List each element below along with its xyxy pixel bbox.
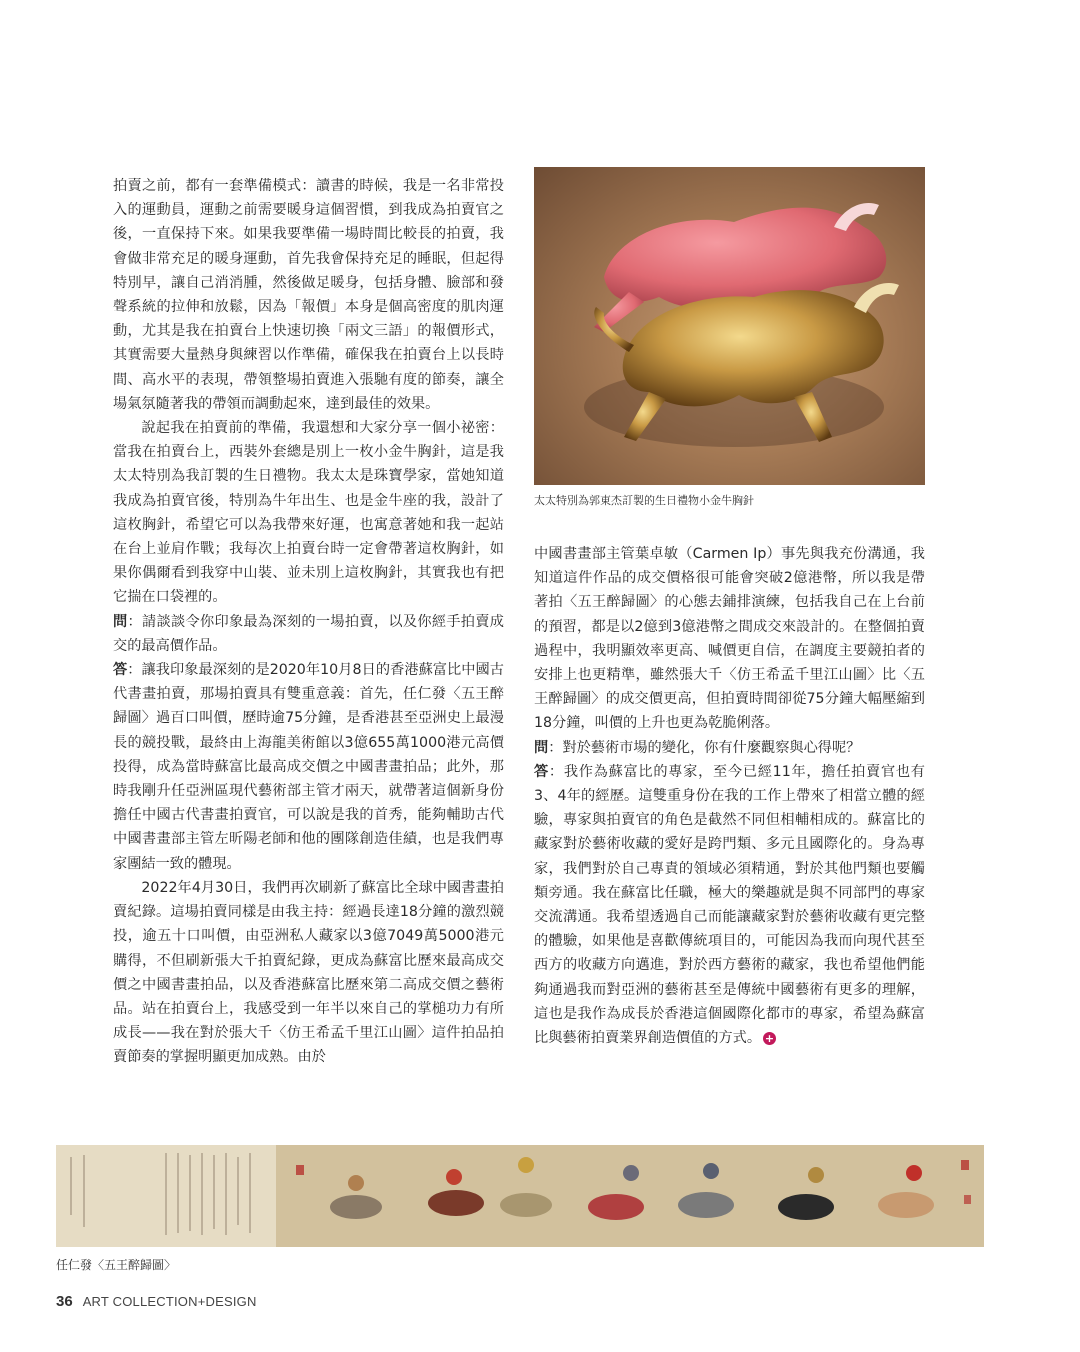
paragraph: 2022年4月30日，我們再次刷新了蘇富比全球中國書畫拍賣紀錄。這場拍賣同樣是由我主持：經過長達18分鐘的激烈競投，逾五十口叫價，由亞洲私人藏家以3億7049萬5000港元購得，不但刷新張大千拍賣紀錄，更成為蘇富比歷來最高成交價之中國書畫拍品，以及香港蘇富比歷來第二高成交價之藝術品。站在拍賣台上，我感受到一年半以來自己的掌槌功力有所成長——我在對於張大千〈仿王希孟千里江山圖〉這件拍品拍賣節奏的掌握明顯更加成熟。由於 xyxy=(113,879,504,1066)
paragraph: 拍賣之前，都有一套準備模式：讀書的時候，我是一名非常投入的運動員，運動之前需要暖身這個習慣，到我成為拍賣官之後，一直保持下來。如果我要準備一場時間比較長的拍賣，我會做非常充足的暖身運動，首先我會保持充足的睡眠，但起得特別早，讓自己消消腫，然後做足暖身，包括身體、臉部和發聲系統的拉伸和放鬆，因為「報價」本身是個高密度的肌肉運動，尤其是我在拍賣台上快速切換「兩文三語」的報價形式，其實需要大量熱身與練習以作準備，確保我在拍賣台上以長時間、高水平的表現，帶領整場拍賣進入張馳有度的節奏，讓全場氣氛隨著我的帶領而調動起來，達到最佳的效果。 xyxy=(113,178,504,412)
bull-brooch-photo xyxy=(534,167,925,485)
page-footer xyxy=(56,1293,257,1311)
question-text: ：對於藝術市場的變化，你有什麼觀察與心得呢？ xyxy=(548,739,861,756)
question xyxy=(534,736,925,760)
question-label: 問 xyxy=(113,613,128,630)
paragraph: 說起我在拍賣前的準備，我還想和大家分享一個小祕密：當我在拍賣台上，西裝外套總是別上一枚小金牛胸針，這是我太太特別為我訂製的生日禮物。我太太是珠寶學家，當她知道我成為拍賣官後，特別為牛年出生、也是金牛座的我，設計了這枚胸針，希望它可以為我帶來好運，也寓意著她和我一起站在台上並肩作戰；我每次上拍賣台時一定會帶著這枚胸針，如果你偶爾看到我穿中山裝、並未別上這枚胸針，其實我也有把它揣在口袋裡的。 xyxy=(113,420,504,606)
answer-text: ：讓我印象最深刻的是2020年10月8日的香港蘇富比中國古代書畫拍賣，那場拍賣具有雙重意義：首先，任仁發〈五王醉歸圖〉過百口叫價，歷時逾75分鐘，是香港甚至亞洲史上最漫長的競投戰，最終由上海龍美術館以3億655萬1000港元高價投得，成為當時蘇富比最高成交價之中國書畫拍品；此外，那時我剛升任亞洲區現代藝術部主管才兩天，就帶著這個新身份擔任中國古代書畫拍賣官，可以說是我的首秀，能夠輔助古代中國書畫部主管左昕陽老師和他的團隊創造佳績，也是我們專家團結一致的體現。 xyxy=(113,662,504,872)
page-number: 36 xyxy=(56,1293,73,1310)
answer-label: 答 xyxy=(534,763,549,780)
scroll-painting-image xyxy=(56,1145,984,1247)
photo-caption: 太太特別為郭東杰訂製的生日禮物小金牛胸針 xyxy=(534,494,754,507)
answer-text: ：我作為蘇富比的專家，至今已經11年，擔任拍賣官也有3、4年的經歷。這雙重身份在我的工作上帶來了相當立體的經驗，專家與拍賣官的角色是截然不同但相輔相成的。蘇富比的藏家對於藝術收藏的愛好是跨門類、多元且國際化的。身為專家，我們對於自己專責的領域必須精通，對於其他門類也要觸類旁通。我在蘇富比任職，極大的樂趣就是與不同部門的專家交流溝通。我希望透過自己而能讓藏家對於藝術收藏有更完整的體驗，如果他是喜歡傳統項目的，可能因為我而向現代甚至西方的收藏方向邁進，對於西方藝術的藏家，我也希望他們能夠通過我而對亞洲的藝術甚至是傳統中國藝術有更多的理解，這也是我作為成長於香港這個國際化都市的專家，希望為蘇富比與藝術拍賣業界創造價值的方式。 xyxy=(534,763,925,1047)
answer xyxy=(113,658,504,876)
question-label: 問 xyxy=(534,739,549,756)
question xyxy=(113,610,504,658)
question-text: ：請談談令你印象最為深刻的一場拍賣，以及你經手拍賣成交的最高價作品。 xyxy=(113,613,504,654)
end-of-article-icon: + xyxy=(764,1031,775,1045)
paragraph: 中國書畫部主管葉卓敏（Carmen Ip）事先與我充份溝通，我知道這件作品的成交價格很可能會突破2億港幣，所以我是帶著拍〈五王醉歸圖〉的心態去鋪排演練，包括我自己在上台前的預習，都是以2億到3億港幣之間成交來設計的。在整個拍賣過程中，我明顯效率更高、喊價更自信，在調度主要競拍者的安排上也更精準，雖然張大千〈仿王希孟千里江山圖〉比〈五王醉歸圖〉的成交價更高，但拍賣時間卻從75分鐘大幅壓縮到18分鐘，叫價的上升也更為乾脆俐落。 xyxy=(534,546,925,732)
magazine-name: ART COLLECTION+DESIGN xyxy=(82,1294,257,1309)
answer-label: 答 xyxy=(113,662,128,679)
painting-caption: 任仁發〈五王醉歸圖〉 xyxy=(56,1258,177,1272)
answer xyxy=(534,760,925,1050)
right-text-column xyxy=(534,542,925,1050)
left-text-column xyxy=(113,174,504,1070)
